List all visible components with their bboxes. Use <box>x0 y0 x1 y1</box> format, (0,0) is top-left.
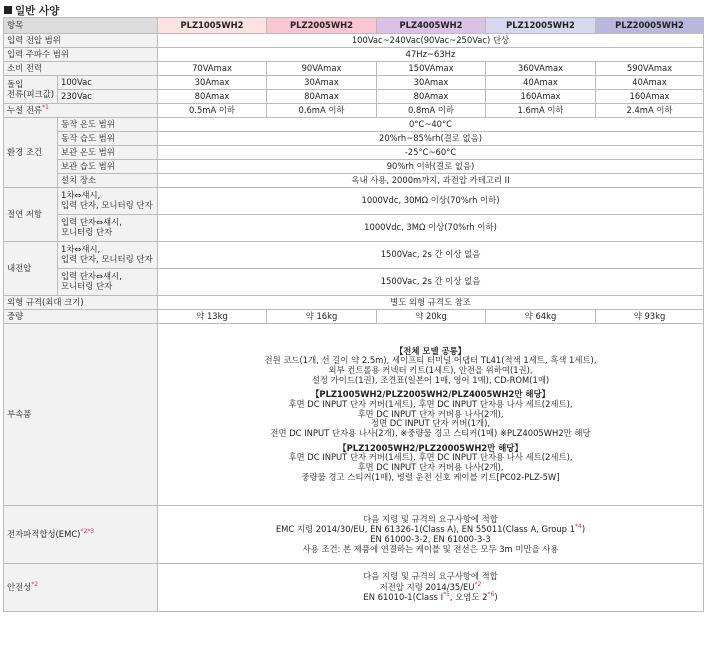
table-row <box>4 310 704 324</box>
cell-value: 360VAmax <box>486 62 596 76</box>
text-line: 정면 DC INPUT 단자 커버(1개), <box>370 418 491 429</box>
cell-value: 옥내 사용, 2000m까지, 과전압 카테고리 II <box>158 174 704 188</box>
section-title <box>4 3 59 18</box>
table-row <box>4 188 704 215</box>
header-item: 항목 <box>4 18 158 34</box>
row-label: 입력 주파수 범위 <box>4 48 158 62</box>
inrush-label-b: 전류(피크값) <box>7 88 54 99</box>
text-line: 다음 지령 및 규격의 요구사항에 적합 <box>363 513 498 524</box>
cell-value: 90%rh 이하(결로 없음) <box>158 160 704 174</box>
sub-label: 동작 습도 범위 <box>58 132 158 146</box>
table-row <box>4 324 704 506</box>
table-row <box>4 90 704 104</box>
cell-value: 1500Vac, 2s 간 이상 없음 <box>158 242 704 269</box>
sub-label <box>58 188 158 215</box>
text-span: ) <box>494 592 498 603</box>
sub-label-line2: 모니터링 단자 <box>61 227 113 237</box>
cell-value: 약 64kg <box>486 310 596 324</box>
text-line: 후면 DC INPUT 단자 커버용 나사(2개), <box>357 408 504 419</box>
row-label <box>4 564 158 612</box>
sub-label <box>58 242 158 269</box>
table-row <box>4 160 704 174</box>
header-model: PLZ4005WH2 <box>377 18 486 34</box>
cell-value: 0.5mA 이하 <box>158 104 267 118</box>
table-row <box>4 132 704 146</box>
table-row <box>4 48 704 62</box>
table-row <box>4 564 704 612</box>
header-model: PLZ1005WH2 <box>158 18 267 34</box>
cell-value: 0°C~40°C <box>158 118 704 132</box>
cell-value: 90VAmax <box>267 62 377 76</box>
group-heading: 【전체 모델 공통】 <box>394 345 467 356</box>
cell-value: 20%rh~85%rh(결로 없음) <box>158 132 704 146</box>
text-line: 후면 DC INPUT 단자 커버용 나사(2개), <box>357 461 504 472</box>
sub-label-line1: 1차⇔섀시, <box>61 244 101 255</box>
footnote-marker: *5 <box>443 591 450 599</box>
cell-value: 100Vac~240Vac(90Vac~250Vac) 단상 <box>158 34 704 48</box>
row-label: 내전압 <box>4 242 58 296</box>
cell-value: 1500Vac, 2s 간 이상 없음 <box>158 269 704 296</box>
sub-label-line1: 입력 단자⇔섀시, <box>61 271 122 282</box>
cell-value: 0.6mA 이하 <box>267 104 377 118</box>
footnote-marker: *4 <box>574 523 582 531</box>
cell-value: 별도 외형 규격도 참조 <box>158 296 704 310</box>
header-model: PLZ2005WH2 <box>267 18 377 34</box>
cell-value: 약 93kg <box>596 310 704 324</box>
cell-value: 150VAmax <box>377 62 486 76</box>
table-row <box>4 215 704 242</box>
row-label: 입력 전압 범위 <box>4 34 158 48</box>
row-label: 부속품 <box>4 324 158 506</box>
cell-value: 2.4mA 이하 <box>596 104 704 118</box>
section-title-text: 일반 사양 <box>15 5 60 17</box>
safety-cell <box>158 564 704 612</box>
row-label <box>4 76 58 104</box>
cell-value: 약 20kg <box>377 310 486 324</box>
cell-value: 40Amax <box>486 76 596 90</box>
accessories-cell <box>158 324 704 506</box>
cell-value: 590VAmax <box>596 62 704 76</box>
sub-label: 230Vac <box>58 90 158 104</box>
table-row <box>4 506 704 564</box>
table-row <box>4 146 704 160</box>
sub-label-line2: 입력 단자, 모니터링 단자 <box>61 254 153 264</box>
text-line: 중량물 경고 스티커(1매), 병렬 운전 신호 케이블 키트[PC02-PLZ-5W] <box>301 471 560 482</box>
footnote-marker: *2 <box>31 581 39 589</box>
text-line: 전원 코드(1개, 선 길이 약 2.5m), 세이프티 터미널 어댑터 TL41(적색 1세트, 흑색 1세트), <box>264 355 597 366</box>
text-line: 외부 컨트롤용 커넥터 키트(1세트), 안전을 위하여(1권), <box>328 365 533 376</box>
table-row <box>4 118 704 132</box>
text-span: , 오염도 2 <box>449 592 488 603</box>
table-row <box>4 269 704 296</box>
cell-value: 약 16kg <box>267 310 377 324</box>
cell-value: 1.6mA 이하 <box>486 104 596 118</box>
cell-value: 47Hz~63Hz <box>158 48 704 62</box>
sub-label-line2: 모니터링 단자 <box>61 281 113 291</box>
cell-value: 30Amax <box>377 76 486 90</box>
cell-value: 0.8mA 이하 <box>377 104 486 118</box>
table-row <box>4 62 704 76</box>
cell-value: 70VAmax <box>158 62 267 76</box>
row-label: 외형 규격(최대 크기) <box>4 296 158 310</box>
table-row <box>4 174 704 188</box>
sub-label: 설치 장소 <box>58 174 158 188</box>
sub-label <box>58 215 158 242</box>
text-span: 저전압 지령 2014/35/EU <box>379 581 475 592</box>
text-line: 다음 지령 및 규격의 요구사항에 적합 <box>363 571 498 582</box>
footnote-marker: *6 <box>487 591 495 599</box>
text-line: 후면 DC INPUT 단자 커버(1세트), 후면 DC INPUT 단자용 나사 세트(2세트), <box>288 452 573 463</box>
text-line: 설정 가이드(1권), 조견표(일본어 1매, 영어 1매), CD-ROM(1매) <box>311 374 550 385</box>
text-span: EMC 지령 2014/30/EU, EN 61326-1(Class A), EN 55011(Class A, Group 1 <box>275 524 575 535</box>
text-line: 전면 DC INPUT 단자용 나사(2개), ※중량물 경고 스티커(1매) ※PLZ4005WH2만 해당 <box>270 427 591 438</box>
table-row <box>4 296 704 310</box>
sub-label: 보관 습도 범위 <box>58 160 158 174</box>
emc-cell <box>158 506 704 564</box>
sub-label-line2: 입력 단자, 모니터링 단자 <box>61 200 153 210</box>
sub-label: 보관 온도 범위 <box>58 146 158 160</box>
cell-value: 약 13kg <box>158 310 267 324</box>
footnote-marker: *2*3 <box>80 528 95 536</box>
text-line <box>161 592 700 602</box>
inrush-label-a: 돌입 <box>7 78 24 89</box>
cell-value: 80Amax <box>158 90 267 104</box>
header-model: PLZ12005WH2 <box>486 18 596 34</box>
table-row <box>4 242 704 269</box>
cell-value: 80Amax <box>267 90 377 104</box>
text-line: 사용 조건: 본 제품에 연결하는 케이블 및 전선은 모두 3m 미만을 사용 <box>302 543 559 554</box>
row-label <box>4 104 158 118</box>
group-heading: 【PLZ12005WH2/PLZ20005WH2만 해당】 <box>338 442 523 453</box>
header-row <box>4 18 704 34</box>
cell-value: 1000Vdc, 3MΩ 이상(70%rh 이하) <box>158 215 704 242</box>
cell-value: 30Amax <box>267 76 377 90</box>
sub-label: 동작 온도 범위 <box>58 118 158 132</box>
footnote-marker: *2 <box>474 580 482 588</box>
sub-label <box>58 269 158 296</box>
leak-label: 누설 전류 <box>7 105 43 116</box>
safety-label: 안전성 <box>7 582 32 593</box>
sub-label-line1: 입력 단자⇔섀시, <box>61 217 122 228</box>
row-label: 환경 조건 <box>4 118 58 188</box>
group-heading: 【PLZ1005WH2/PLZ2005WH2/PLZ4005WH2만 해당】 <box>311 389 550 400</box>
emc-label: 전자파적합성(EMC) <box>7 529 81 540</box>
text-span: EN 61010-1(Class I <box>363 592 444 603</box>
footnote-marker: *1 <box>42 104 49 112</box>
cell-value: 80Amax <box>377 90 486 104</box>
cell-value: 1000Vdc, 30MΩ 이상(70%rh 이하) <box>158 188 704 215</box>
square-bullet-icon <box>4 6 12 14</box>
cell-value: 160Amax <box>596 90 704 104</box>
cell-value: 30Amax <box>158 76 267 90</box>
text-line: EN 61000-3-2, EN 61000-3-3 <box>370 533 491 544</box>
row-label <box>4 506 158 564</box>
spec-table <box>3 17 704 612</box>
cell-value: 160Amax <box>486 90 596 104</box>
cell-value: 40Amax <box>596 76 704 90</box>
header-model: PLZ20005WH2 <box>596 18 704 34</box>
table-row <box>4 34 704 48</box>
text-span: ) <box>581 524 586 535</box>
table-row <box>4 76 704 90</box>
row-label: 중량 <box>4 310 158 324</box>
text-line <box>161 582 700 592</box>
table-row <box>4 104 704 118</box>
row-label: 소비 전력 <box>4 62 158 76</box>
cell-value: -25°C~60°C <box>158 146 704 160</box>
text-line: 후면 DC INPUT 단자 커버(1세트), 후면 DC INPUT 단자용 나사 세트(2세트), <box>288 399 573 410</box>
row-label: 절연 저항 <box>4 188 58 242</box>
sub-label-line1: 1차⇔섀시, <box>61 190 101 201</box>
sub-label: 100Vac <box>58 76 158 90</box>
